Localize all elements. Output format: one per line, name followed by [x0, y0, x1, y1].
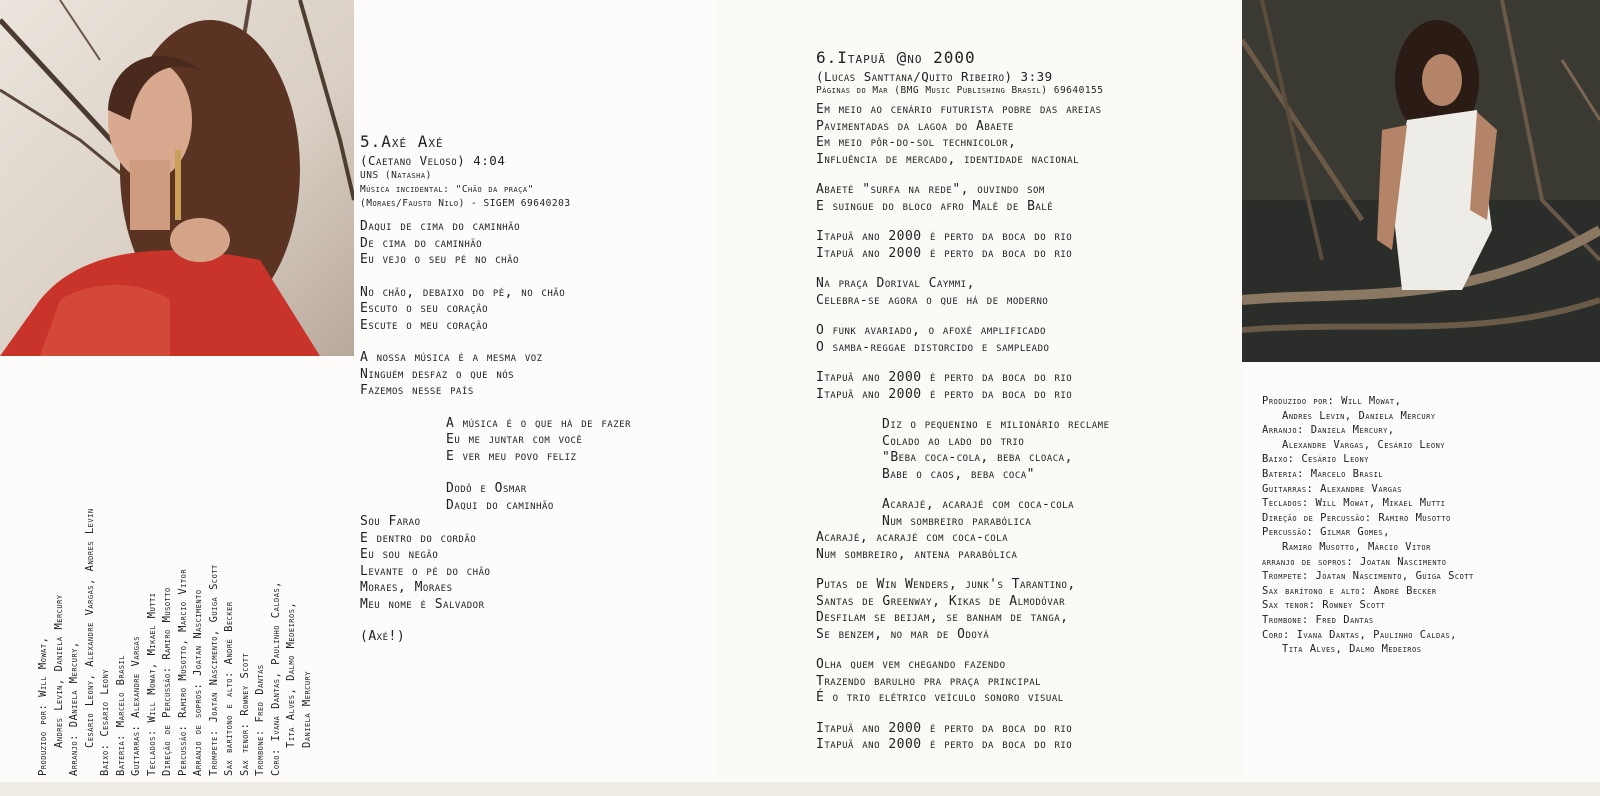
- lyric-line: Ninguém desfaz o que nós: [360, 366, 515, 382]
- lyric-stanza: [816, 323, 1236, 356]
- credit-line: Ramiro Musotto, Márcio Vitor: [1282, 540, 1431, 553]
- lyric-line: "Beba coca-cola, beba cloaca,: [882, 450, 1073, 465]
- credit-line: Arranjo de sopros: Joatan Nascimento: [192, 589, 204, 776]
- lyric-line: O funk avariado, o afoxé amplificado: [816, 323, 1046, 338]
- credit-line: Direção de Percussão: Ramiro Musotto: [1262, 511, 1451, 524]
- credit-line: Alexandre Vargas, Cesário Leony: [1282, 438, 1446, 451]
- lyric-line: O samba-reggae distorcido e sampleado: [816, 339, 1050, 355]
- lyric-stanza: [816, 657, 1236, 707]
- lyric-line: Daqui do caminhão: [446, 497, 554, 513]
- lyric-line: Itapuã ano 2000 é perto da boca do rio: [816, 245, 1073, 261]
- credit-line: Teclados: Will Mowat, Mikael Mutti: [145, 592, 158, 776]
- credit-line: Coro: Ivana Dantas, Paulinho Caldas,: [269, 580, 282, 776]
- panel-song6: [718, 0, 1242, 796]
- credit-line: Trompete: Joatan Nascimento, Guiga Scott: [1262, 570, 1474, 583]
- lyric-line: Sou Farao: [360, 514, 421, 529]
- lyric-line: No chão, debaixo do pé, no chão: [360, 284, 566, 300]
- credit-line: Trombone: Fred Dantas: [254, 664, 266, 776]
- song5-info: [360, 169, 714, 211]
- credit-line: Produzido por: Will Mowat,: [1262, 395, 1402, 407]
- lyric-line: Num sombreiro parabólica: [882, 513, 1032, 529]
- lyric-line: Eu vejo o seu pé no chão: [360, 252, 519, 267]
- song-info-line: Música incidental: "Chão da praça": [360, 184, 534, 195]
- lyric-line: Itapuã ano 2000 é perto da boca do rio: [816, 737, 1073, 752]
- lyric-line: Desfilam se beijam, se banham de tanga,: [816, 610, 1069, 625]
- lyric-line: Em meio pôr-do-sol technicolor,: [816, 135, 1017, 150]
- lyric-line: Dodô e Osmar: [446, 481, 527, 496]
- credits-list-right: [1262, 394, 1598, 657]
- credit-line: Direção de Percussão: Ramiro Musotto: [161, 587, 173, 776]
- lyric-line: Celebra-se agora o que há de moderno: [816, 292, 1049, 308]
- credit-line: Arranjo: DAniela Mercury,: [68, 641, 80, 776]
- lyric-stanza: [816, 102, 1236, 168]
- panel-left-photo: [0, 0, 354, 796]
- panel-right-photo: [1242, 0, 1600, 796]
- song5-title: 5.Axé Axé: [360, 132, 444, 151]
- lyric-line: Acarajé, acarajé com coca-cola: [882, 497, 1075, 512]
- credit-line: Coro: Ivana Dantas, Paulinho Caldas,: [1262, 628, 1458, 641]
- lyric-stanza: [816, 182, 1236, 215]
- lyric-line: Levante o pé do chão: [360, 563, 491, 579]
- lyric-line: Itapuã ano 2000 é perto da boca do rio: [816, 386, 1073, 402]
- lyric-line: Eu me juntar com você: [446, 432, 583, 447]
- lyric-line: É o trio elétrico veículo sonoro visual: [816, 690, 1064, 705]
- song-info-line: (Moraes/Fausto Nilo) - SIGEM 69640203: [360, 198, 571, 209]
- credit-line: Bateria: Marcelo Brasil: [1262, 467, 1384, 480]
- lyric-stanza: [360, 481, 714, 514]
- lyric-line: Escute o meu coração: [360, 317, 489, 333]
- credit-line: Percussão: Ramiro Musotto, Marcio Vitor: [176, 568, 189, 776]
- lyric-line: Meu nome é Salvador: [360, 596, 485, 612]
- lyric-line: Acarajé, acarajé com coca-cola: [816, 530, 1009, 545]
- lyric-line: Santas de Greenway, Kikas de Almodóvar: [816, 593, 1065, 609]
- credit-line: Sax tenor: Rowney Scott: [238, 652, 251, 776]
- lyric-line: Diz o pequenino e milionário reclame: [882, 417, 1110, 432]
- lyric-line: Olha quem vem chegando fazendo: [816, 657, 1006, 672]
- song6-author: (Lucas Santtana/Quito Ribeiro) 3:39: [816, 69, 1053, 84]
- photo-woman-white-dress: [1242, 0, 1600, 362]
- credit-line: Andres Levin, Daniela Mercury: [1282, 409, 1436, 422]
- lyric-line: De cima do caminhão: [360, 235, 483, 251]
- lyric-stanza: [816, 530, 1236, 563]
- lyric-line: Escuto o seu coração: [360, 301, 489, 316]
- credit-line: Trompete: Joatan Nascimento, Guiga Scott: [207, 564, 220, 776]
- credit-line: Bateria: Marcelo Brasil: [114, 654, 127, 776]
- credit-line: Sax tenor: Rowney Scott: [1262, 599, 1386, 612]
- credit-line: Sax barítono e alto: André Becker: [223, 601, 235, 776]
- lyric-stanza: [816, 417, 1236, 483]
- bottom-edge: [0, 782, 1600, 796]
- lyric-line: Eu sou negão: [360, 547, 439, 562]
- credit-line: Teclados: Will Mowat, Mikael Mutti: [1262, 497, 1446, 510]
- lyric-line: E suingue do bloco afro Malê de Balê: [816, 198, 1054, 214]
- lyric-stanza: [816, 721, 1236, 754]
- song6-lyrics: [816, 102, 1236, 754]
- lyric-stanza: [816, 577, 1236, 643]
- credits-rotated-block: [36, 380, 356, 776]
- credit-line: Arranjo: Daniela Mercury,: [1262, 424, 1395, 437]
- credit-line: Guitarras: Alexandre Vargas: [130, 636, 142, 776]
- lyric-stanza: [360, 350, 714, 400]
- lyric-stanza: [360, 416, 714, 466]
- lyric-stanza: [360, 514, 714, 613]
- lyric-line: Abaeté "surfa na rede", ouvindo som: [816, 182, 1045, 197]
- song5-block: [360, 132, 714, 646]
- lyric-line: Na praça Dorival Caymmi,: [816, 276, 975, 291]
- song6-info: [816, 84, 1236, 98]
- lyric-line: (Axé!): [360, 629, 406, 644]
- panel-song5: [354, 0, 718, 796]
- song-info-line: UNS (Natasha): [360, 170, 432, 181]
- lyric-line: A música é o que há de fazer: [446, 415, 631, 431]
- lyric-line: Influência de mercado, identidade nacional: [816, 151, 1080, 167]
- lyric-line: Se benzem, no mar de Odoyá: [816, 626, 990, 642]
- song-info-line: Páginas do Mar (BMG Music Publishing Brasil) 69640155: [816, 85, 1104, 96]
- lyric-line: Fazemos nesse país: [360, 383, 474, 398]
- credit-line: Daniela Mercury: [300, 670, 313, 748]
- song6-title: 6.Itapuã @no 2000: [816, 48, 976, 67]
- credit-line: Tita Alves, Dalmo Medeiros,: [285, 601, 297, 748]
- credit-line: Percussão: Gilmar Gomes,: [1262, 526, 1390, 539]
- lyric-line: Pavimentadas da lagoa do Abaete: [816, 118, 1014, 134]
- lyric-line: Num sombreiro, antena parabólica: [816, 546, 1018, 562]
- credit-line: Trombone: Fred Dantas: [1262, 613, 1374, 626]
- lyric-line: A nossa música é a mesma voz: [360, 350, 543, 365]
- credit-line: Andres Levin, Daniela Mercury: [52, 594, 65, 748]
- lyric-stanza: [360, 219, 714, 269]
- lyric-line: Itapuã ano 2000 é perto da boca do rio: [816, 229, 1073, 244]
- lyric-line: Moraes, Moraes: [360, 580, 453, 595]
- lyric-line: Colado ao lado do trio: [882, 433, 1025, 449]
- lyric-stanza: [816, 276, 1236, 309]
- lyric-line: E dentro do cordão: [360, 530, 477, 546]
- credit-line: Sax barítono e alto: André Becker: [1262, 584, 1437, 597]
- lyric-line: Trazendo barulho pra praça principal: [816, 673, 1042, 689]
- song6-block: [816, 48, 1236, 754]
- lyric-line: Daqui de cima do caminhão: [360, 219, 521, 234]
- lyric-line: E ver meu povo feliz: [446, 448, 577, 464]
- lyric-stanza: [360, 285, 714, 335]
- credit-line: Baixo: Cesário Leony: [1262, 453, 1369, 466]
- credit-line: arranjo de sopros: Joatan Nascimento: [1262, 555, 1447, 568]
- lyric-stanza: [816, 497, 1236, 530]
- lyric-stanza: [816, 229, 1236, 262]
- credit-line: Guitarras: Alexandre Vargas: [1262, 482, 1402, 495]
- song5-lyrics: [360, 219, 714, 646]
- lyric-line: Itapuã ano 2000 é perto da boca do rio: [816, 370, 1073, 385]
- credit-line: Produzido por: Will Mowat,: [37, 636, 49, 776]
- credit-line: Baixo: Cesário Leony: [99, 669, 111, 776]
- song5-author: (Caetano Veloso) 4:04: [360, 153, 506, 168]
- lyric-stanza: [816, 370, 1236, 403]
- credit-line: Tita Alves, Dalmo Medeiros: [1282, 643, 1422, 656]
- lyric-line: Babe o caos, beba coca": [882, 466, 1035, 482]
- lyric-line: Putas de Win Wenders, junk's Tarantino,: [816, 577, 1076, 592]
- photo-woman-red-dress: [0, 0, 354, 356]
- credits-list-left: [36, 380, 315, 776]
- lyric-stanza: [360, 629, 714, 646]
- lyric-line: Em meio ao cenário futurista pobre das areias: [816, 102, 1102, 117]
- credit-line: Cesário Leony, Alexandre Vargas, Andres Levin: [83, 508, 96, 748]
- lyric-line: Itapuã ano 2000 é perto da boca do rio: [816, 720, 1073, 736]
